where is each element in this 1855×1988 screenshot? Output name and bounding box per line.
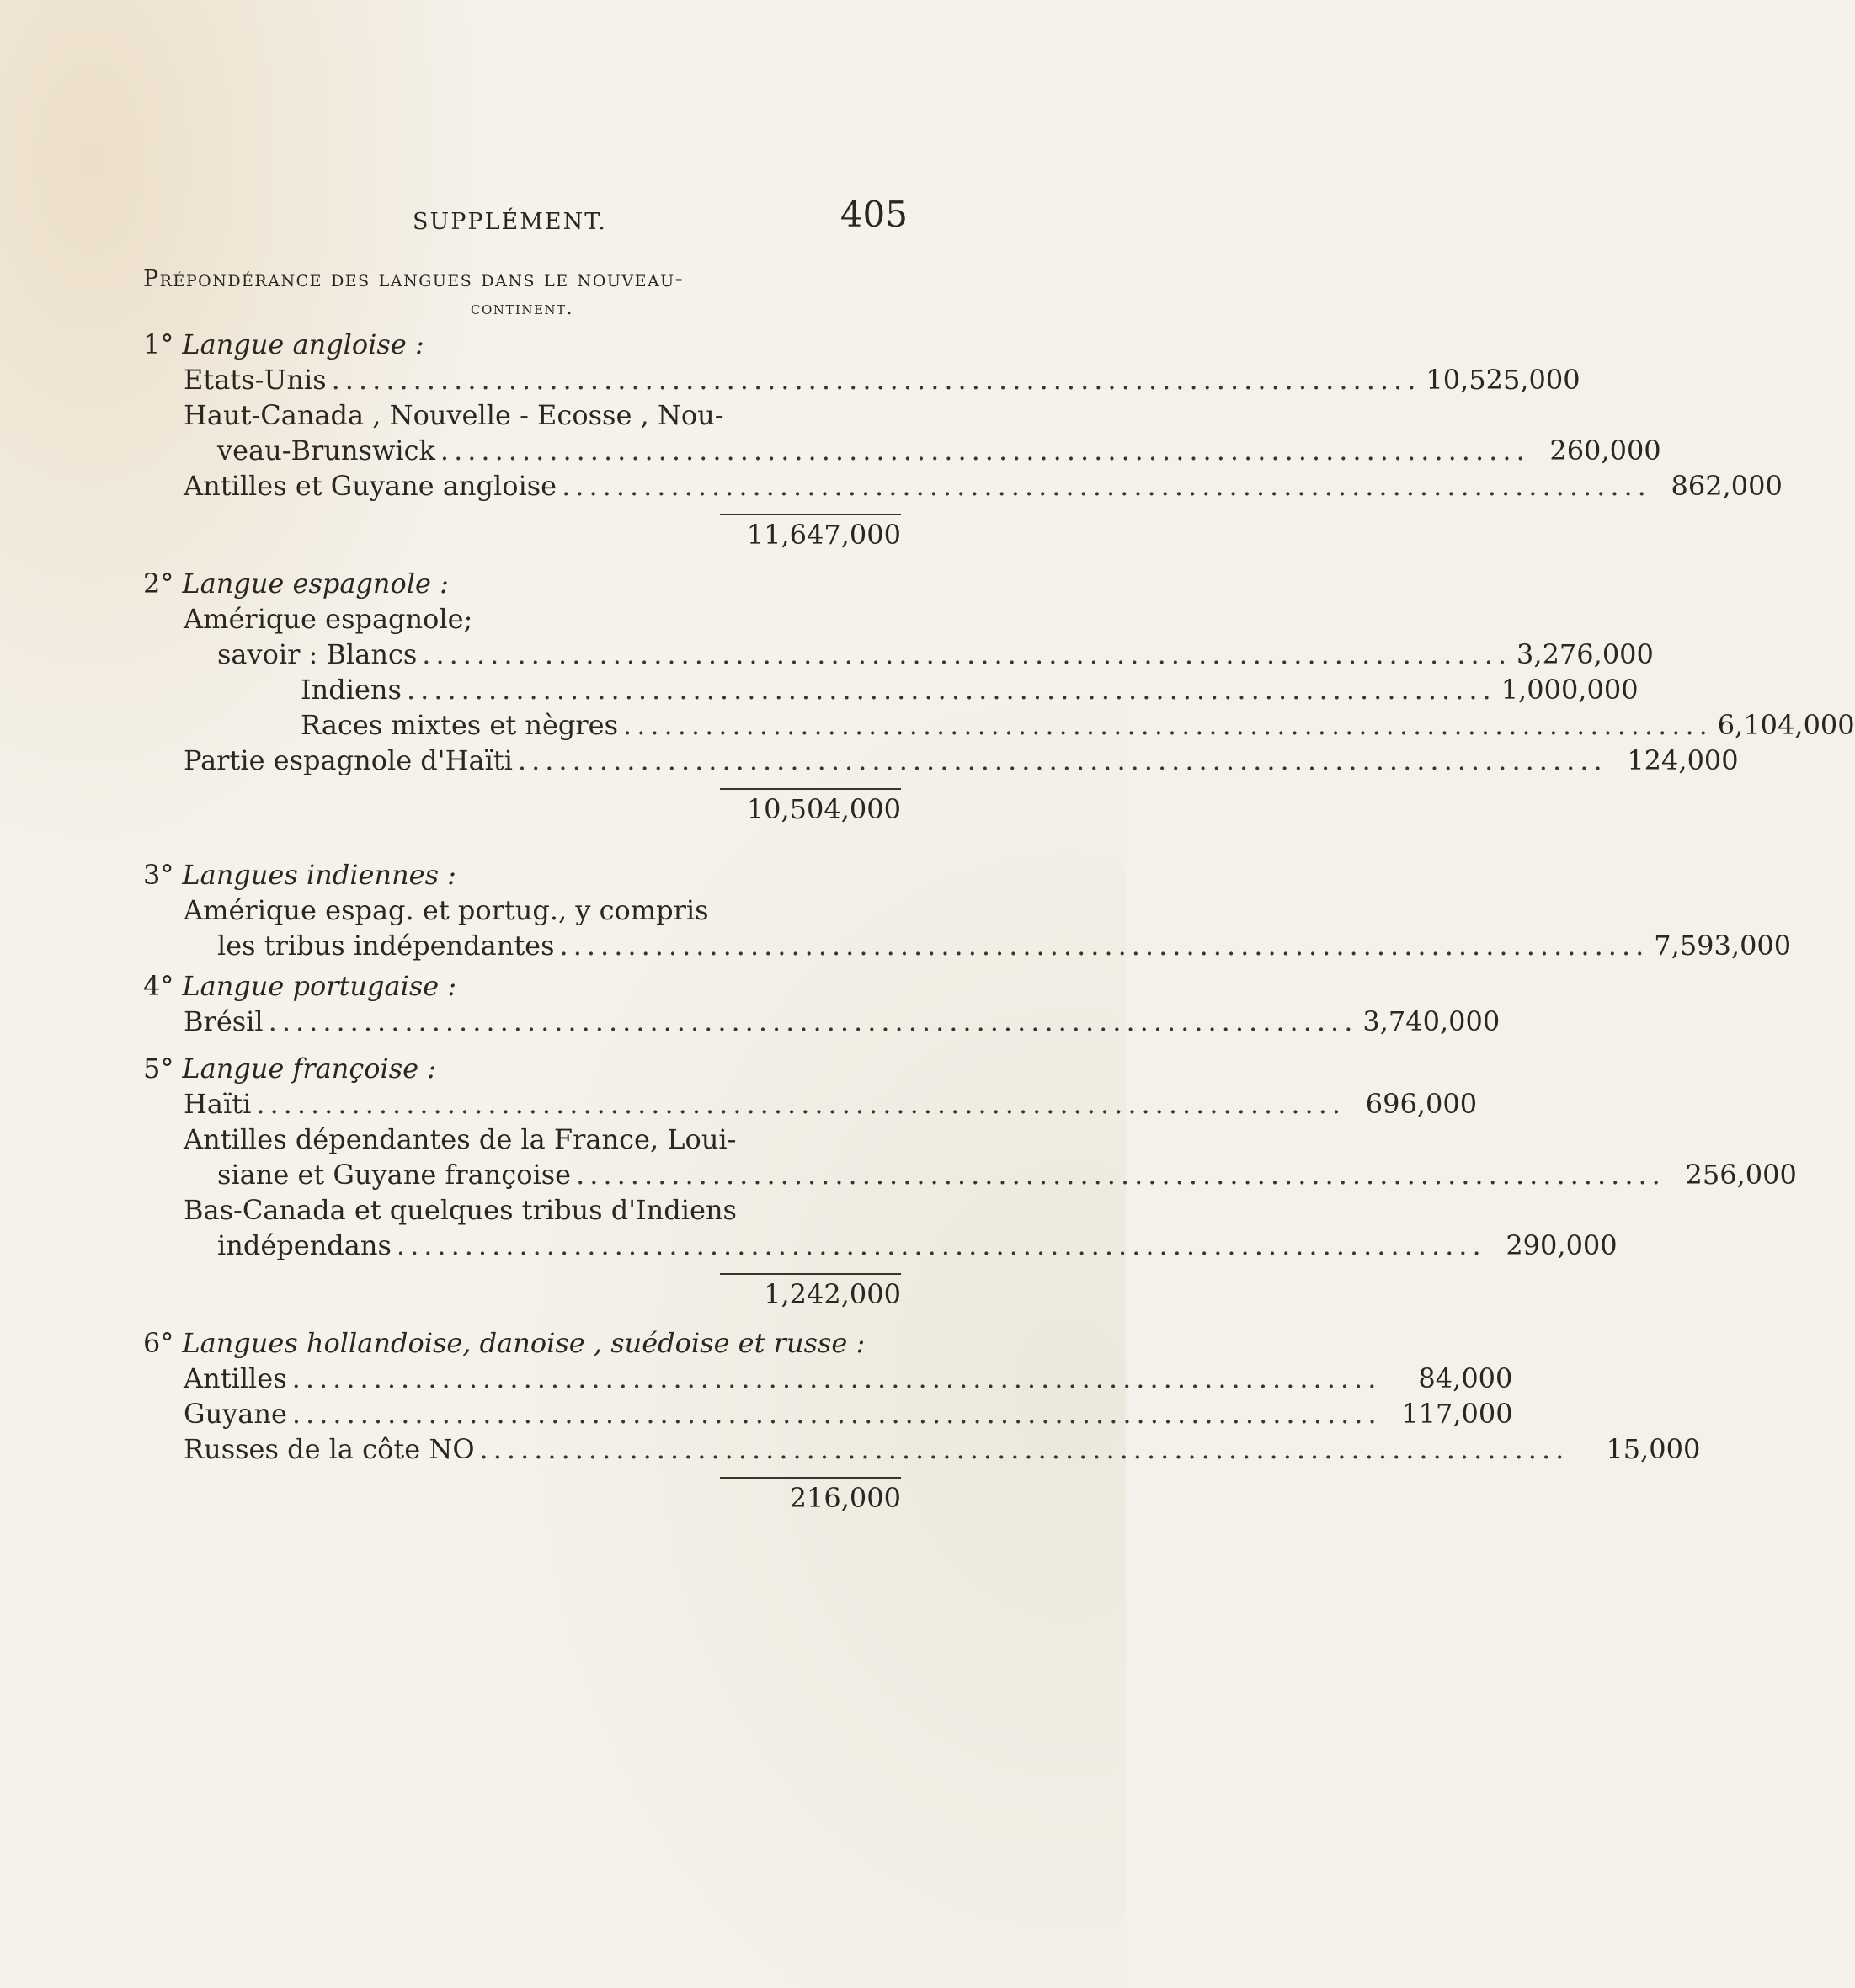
section-heading: [143, 566, 901, 601]
section-heading: [143, 857, 901, 893]
section-number: 2°: [143, 568, 174, 600]
table-row: [143, 1396, 1513, 1431]
leader-dots: ................................................................................: [576, 1159, 1666, 1191]
leader-dots: ................................................................................: [422, 638, 1512, 670]
row-value: 256,000: [1685, 1159, 1797, 1191]
row-value: 6,104,000: [1717, 709, 1855, 741]
section-heading: [143, 1325, 901, 1361]
row-value: 117,000: [1401, 1398, 1513, 1430]
leader-dots: ................................................................................: [396, 1229, 1486, 1261]
leader-dots: ................................................................................: [291, 1398, 1382, 1430]
section-number: 1°: [143, 328, 174, 360]
section-intro: Amérique espagnole;: [184, 603, 473, 635]
table-row: [143, 1361, 1513, 1396]
row-label: Brésil: [184, 1005, 264, 1037]
table-row: [143, 1157, 1797, 1192]
row-value: 290,000: [1506, 1229, 1618, 1261]
table-row: [143, 1431, 1701, 1467]
section-name: Langue espagnole :: [182, 568, 449, 600]
row-value: 124,000: [1627, 744, 1739, 776]
leader-dots: ................................................................................: [406, 674, 1496, 706]
leader-dots: ................................................................................: [268, 1005, 1358, 1037]
row-value: 84,000: [1418, 1362, 1513, 1394]
section-number: 4°: [143, 970, 174, 1002]
row-label: Haïti: [184, 1088, 252, 1120]
section-name: Langues indiennes :: [182, 859, 456, 891]
section-number: 5°: [143, 1053, 174, 1085]
section-total: 11,647,000: [746, 519, 901, 551]
row-label: Indiens: [301, 674, 402, 706]
table-row: [143, 362, 1580, 397]
section-name: Langues hollandoise, danoise , suédoise et russe :: [182, 1327, 866, 1359]
table-row: [143, 433, 1661, 468]
table-row: [143, 743, 1739, 778]
row-label-line: Amérique espag. et portug., y compris: [184, 894, 709, 926]
row-label: les tribus indépendantes: [217, 930, 555, 962]
section-name: Langue angloise :: [182, 328, 424, 360]
leader-dots: ................................................................................: [517, 744, 1607, 776]
row-label-line: Haut-Canada , Nouvelle - Ecosse , Nou-: [184, 399, 724, 431]
row-label: veau-Brunswick: [217, 434, 435, 466]
page-content: [143, 194, 1855, 1517]
table-title-continuation: continent.: [470, 298, 574, 319]
leader-dots: ................................................................................: [562, 470, 1651, 502]
leader-dots: ................................................................................: [331, 364, 1421, 396]
leader-dots: ................................................................................: [479, 1433, 1570, 1465]
table-row: [143, 468, 1783, 504]
section-number: 3°: [143, 859, 174, 891]
row-label: indépendans: [217, 1229, 392, 1261]
row-label: Russes de la côte NO: [184, 1433, 475, 1465]
row-value: 862,000: [1671, 470, 1783, 502]
table-row: [143, 672, 1639, 707]
table-row: [143, 1004, 1501, 1039]
row-value: 1,000,000: [1501, 674, 1639, 706]
leader-dots: ................................................................................: [440, 434, 1530, 466]
table-row: [143, 1228, 1618, 1263]
section-name: Langue portugaise :: [182, 970, 457, 1002]
leader-dots: ................................................................................: [291, 1362, 1382, 1394]
leader-dots: ................................................................................: [559, 930, 1650, 962]
row-label: Races mixtes et nègres: [301, 709, 619, 741]
table-row: [143, 637, 1654, 672]
row-label: Antilles et Guyane angloise: [184, 470, 557, 502]
row-value: 696,000: [1365, 1088, 1478, 1120]
table-row: [143, 707, 1855, 743]
section-total: 1,242,000: [764, 1278, 901, 1310]
row-label: Guyane: [184, 1398, 287, 1430]
row-value: 260,000: [1549, 434, 1661, 466]
row-label-line: Bas-Canada et quelques tribus d'Indiens: [184, 1194, 737, 1226]
section-name: Langue françoise :: [182, 1053, 437, 1085]
row-label: Etats-Unis: [184, 364, 327, 396]
row-value: 10,525,000: [1426, 364, 1580, 396]
section-number: 6°: [143, 1327, 174, 1359]
section-total: 10,504,000: [746, 793, 901, 825]
row-label: savoir : Blancs: [217, 638, 418, 670]
row-value: 7,593,000: [1654, 930, 1792, 962]
row-value: 3,740,000: [1362, 1005, 1501, 1037]
section-heading: [143, 1051, 901, 1086]
table-title: Prépondérance des langues dans le nouveau-: [143, 266, 685, 292]
leader-dots: ................................................................................: [623, 709, 1713, 741]
section-total: 216,000: [789, 1482, 901, 1514]
running-head: SUPPLÉMENT.: [413, 209, 607, 235]
section-heading: [143, 327, 901, 362]
row-label: Partie espagnole d'Haïti: [184, 744, 513, 776]
page-header: [143, 194, 908, 253]
row-value: 15,000: [1606, 1433, 1701, 1465]
row-label: siane et Guyane françoise: [217, 1159, 572, 1191]
table-row: [143, 1086, 1478, 1122]
page-number: 405: [840, 194, 908, 235]
table-row: [143, 928, 1792, 963]
section-heading: [143, 968, 901, 1004]
row-label-line: Antilles dépendantes de la France, Loui-: [184, 1123, 737, 1155]
row-value: 3,276,000: [1517, 638, 1654, 670]
row-label: Antilles: [184, 1362, 287, 1394]
leader-dots: ................................................................................: [256, 1088, 1346, 1120]
